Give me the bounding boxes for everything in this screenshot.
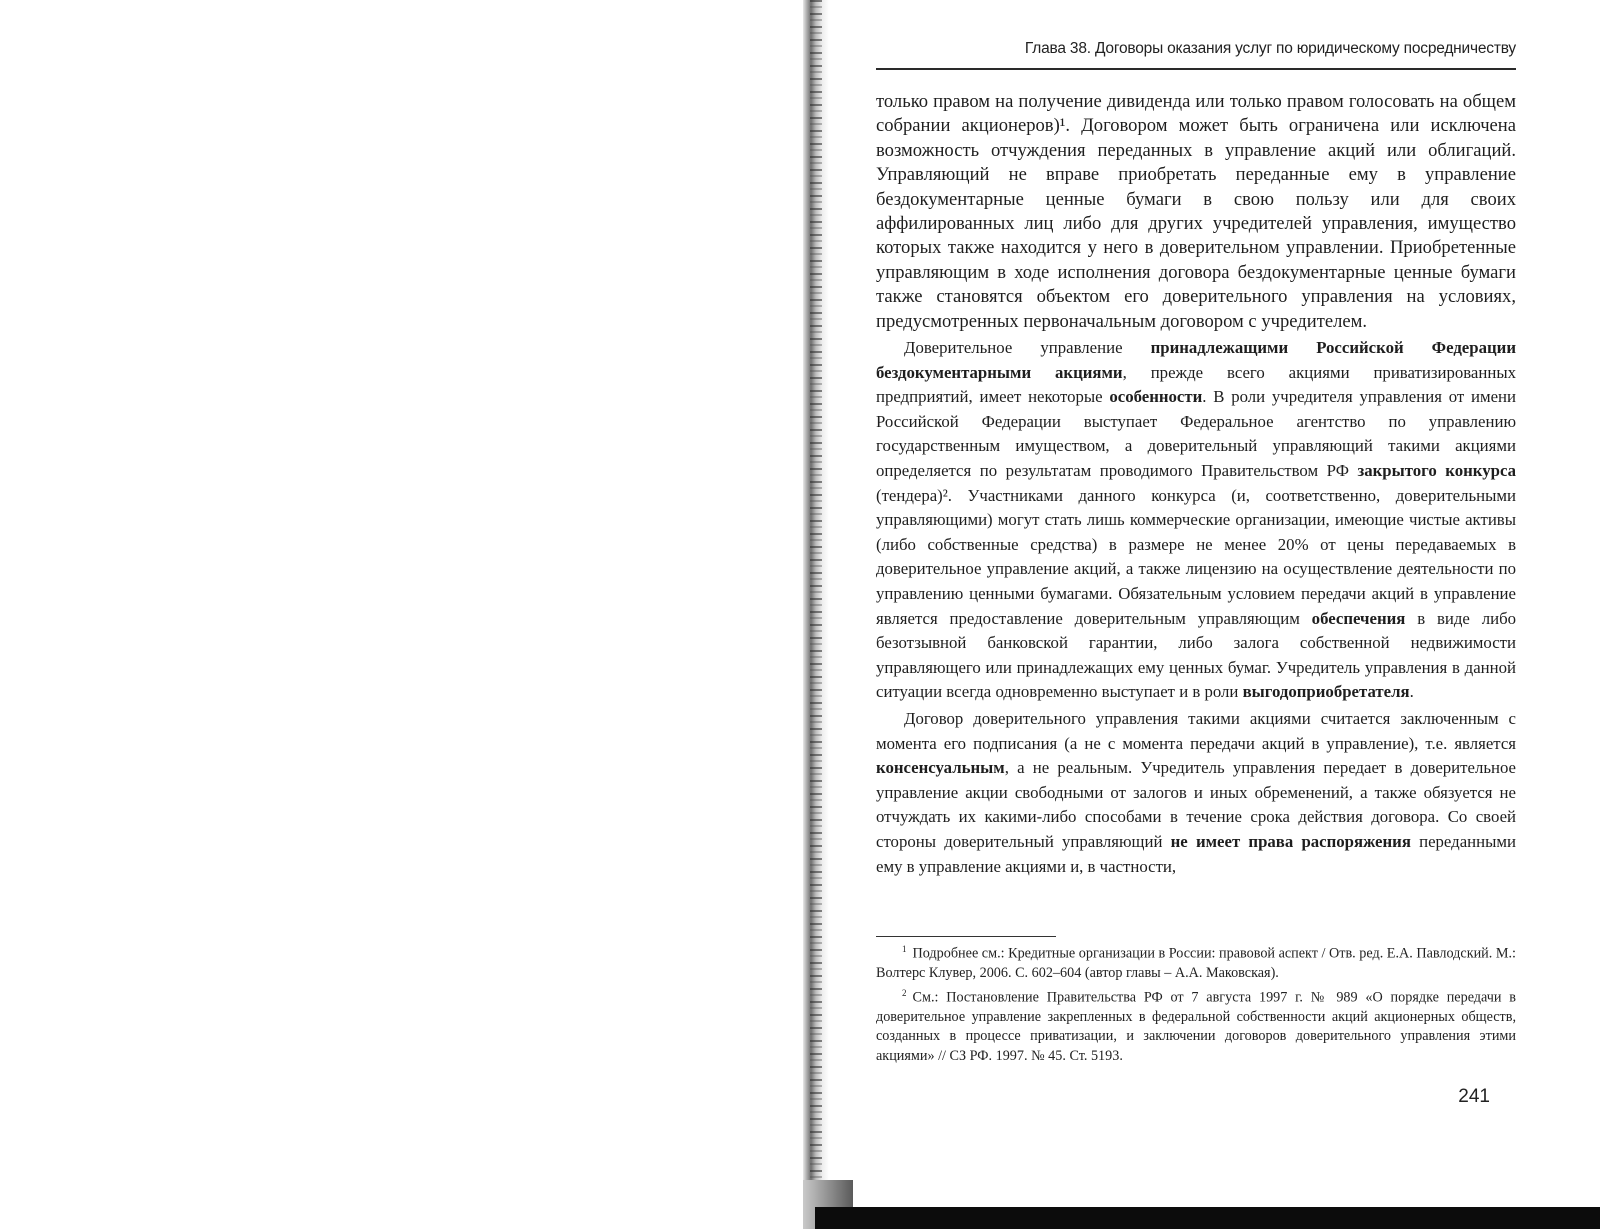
text-run: , а не реальным. Учредитель управления передает в доверительное управление акции свободными от залогов и иных обременений, а также обязуется не отчуждать их какими-либо способами в течение срока действия договора. Со своей стороны доверительный управляющий xyxy=(876,758,1516,851)
main-text xyxy=(876,90,1516,879)
bold-term: обеспечения xyxy=(1311,608,1406,628)
paragraph-3 xyxy=(876,707,1516,879)
bold-term: закрытого конкурса xyxy=(1357,461,1516,481)
header-rule xyxy=(876,68,1516,70)
footnote-rule xyxy=(876,936,1056,937)
text-run: (тендера)². Участниками данного конкурса (и, соответственно, доверительными управляющими) могут стать лишь коммерческие организации, имеющие чистые активы (либо собственные средства) в размере не менее 20% от цены передаваемых в доверительное управление акций, а также лицензию на осуществление деятельности по управлению ценными бумагами. Обязательным условием передачи акций в управление является предоставление доверительным управляющим xyxy=(876,485,1516,628)
text-run: Доверительное управление xyxy=(904,338,1151,358)
text-run: Договор доверительного управления такими акциями считается заключенным с момента его подписания (а не с момента передачи акций в управление), т.е. является xyxy=(876,708,1516,753)
paragraph-2 xyxy=(876,336,1516,705)
paragraph-1: только правом на получение дивиденда или только правом голосовать на общем собрании акционеров)¹. Договором может быть ограничена или исключена возможность отчуждения переданных в управление акций или облигаций. Управляющий не вправе приобретать переданные ему в управление бездокументарные ценные бумаги в свою пользу или для своих аффилированных лиц либо для других учредителей управления, имущество которых также находится у него в доверительном управлении. Приобретенные управляющим в ходе исполнения договора бездокументарные ценные бумаги также становятся объектом его доверительного управления на условиях, предусмотренных первоначальным договором с учредителем. xyxy=(876,91,1516,332)
scan-bottom-edge xyxy=(815,1207,1600,1229)
footnote-text: См.: Постановление Правительства РФ от 7 августа 1997 г. № 989 «О порядке передачи в доверительное управление закрепленных в федеральной собственности акций акционерных обществ, созданных в процессе приватизации, и заключении договоров доверительного управления этими акциями» // СЗ РФ. 1997. № 45. Ст. 5193. xyxy=(876,989,1516,1064)
footnotes xyxy=(876,940,1516,1066)
running-head: Глава 38. Договоры оказания услуг по юридическому посредничеству xyxy=(1024,40,1516,57)
gutter-binding-texture xyxy=(810,0,822,1205)
text-run: . xyxy=(1409,682,1414,702)
footnote-1 xyxy=(876,940,1516,984)
footnote-2 xyxy=(876,984,1516,1067)
text-run: . В роли учредителя управления от имени Российской Федерации выступает Федеральное агентство по управлению государственным имуществом, а доверительный управляющий такими акциями определяется по результатам проводимого Правительством РФ xyxy=(876,387,1516,481)
text-run: в виде либо безотзывной банковской гарантии, либо залога собственной недвижимости управляющего или принадлежащих ему ценных бумаг. Учредитель управления в данной ситуации всегда одновременно выступает и в роли xyxy=(876,608,1516,702)
footnote-text: Подробнее см.: Кредитные организации в России: правовой аспект / Отв. ред. Е.А. Павлодский. М.: Волтерс Клувер, 2006. С. 602–604 (автор главы – А.А. Маковская). xyxy=(876,945,1516,982)
bold-term: принадлежащими Российской Федерации бездокументарными акциями xyxy=(876,338,1516,382)
footnote-mark: 1 xyxy=(902,944,907,954)
bold-term: особенности xyxy=(1109,387,1203,407)
page-number: 241 xyxy=(1458,1086,1490,1107)
footnote-mark: 2 xyxy=(902,987,907,998)
bold-term: не имеет права распоряжения xyxy=(1170,831,1411,851)
text-run: , прежде всего акциями приватизированных предприятий, имеет некоторые xyxy=(876,362,1516,407)
text-run: переданными ему в управление акциями и, в частности, xyxy=(876,831,1516,876)
bold-term: выгодоприобретателя xyxy=(1242,682,1410,702)
bold-term: консенсуальным xyxy=(876,758,1005,778)
